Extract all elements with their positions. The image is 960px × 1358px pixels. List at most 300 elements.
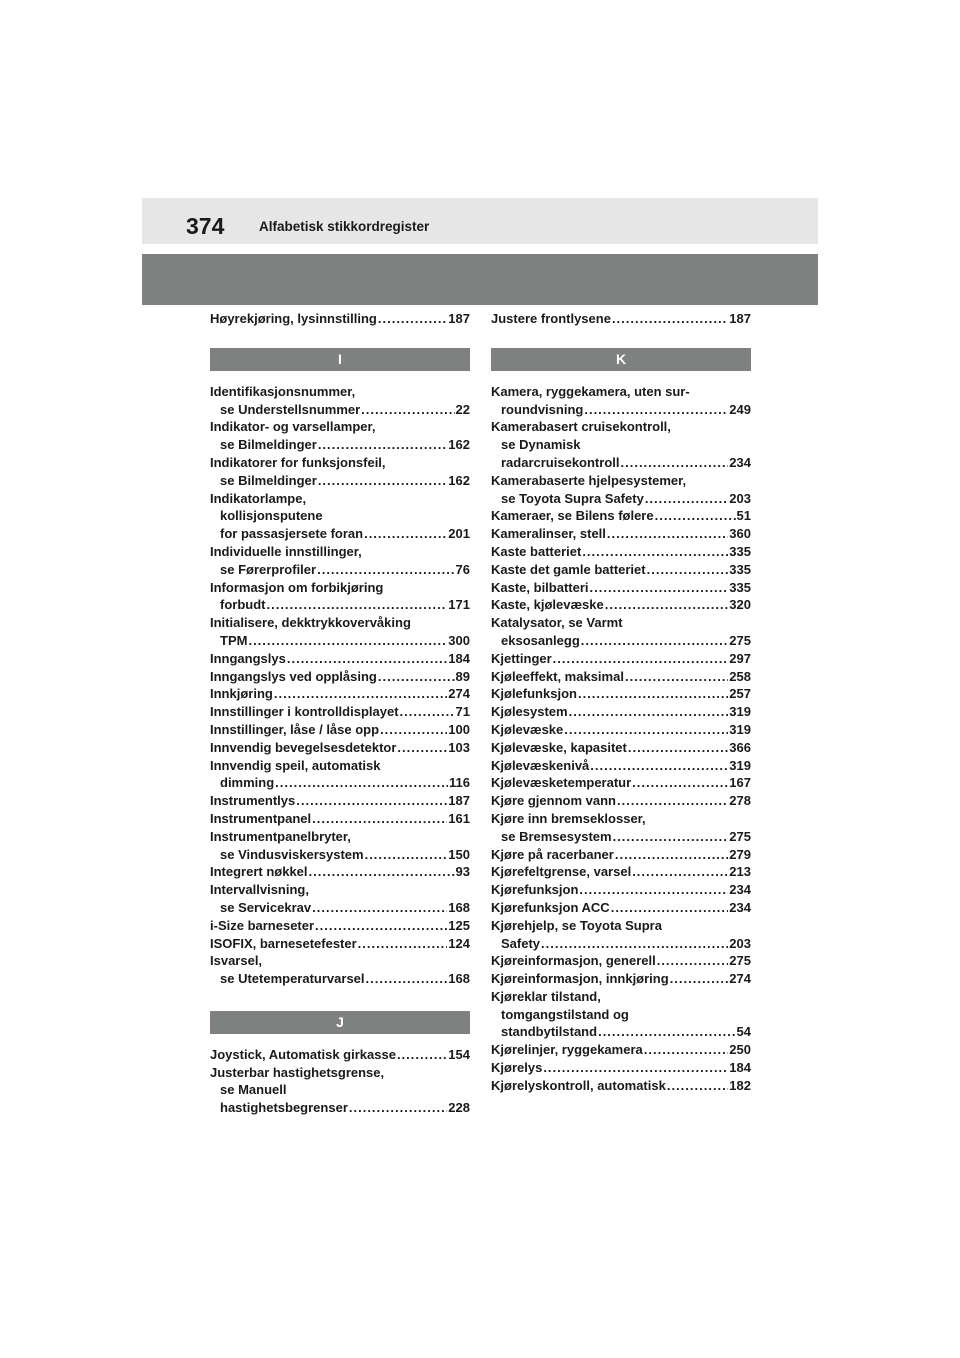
- page-reference: 103: [448, 739, 470, 755]
- entry-text: Kaste, kjølevæske: [491, 597, 604, 613]
- entry-text: Kjølevæskenivå: [491, 757, 590, 773]
- index-entry-line: [491, 703, 751, 721]
- index-entry-line: [491, 507, 751, 525]
- entry-text: Kjølevæske: [491, 721, 564, 737]
- index-entry-line: [210, 614, 470, 632]
- page-reference: 274: [448, 686, 470, 702]
- entry-text: Instrumentlys: [210, 793, 296, 809]
- entry-group-i: [210, 383, 470, 988]
- entry-text: standbytilstand: [501, 1024, 598, 1040]
- page-reference: 203: [729, 935, 751, 951]
- index-entry: [210, 418, 470, 454]
- entry-text: Kaste det gamle batteriet: [491, 561, 646, 577]
- entry-text: Kjørefunksjon ACC: [491, 899, 610, 915]
- index-entry-line: [491, 970, 751, 988]
- entry-text: se Dynamisk: [501, 437, 581, 453]
- entry-text: Kjøre inn bremseklosser,: [491, 810, 646, 826]
- index-entry-line: [210, 436, 470, 454]
- index-entry-line: [491, 721, 751, 739]
- leader-dots: [632, 774, 728, 792]
- page-reference: 249: [729, 401, 751, 417]
- index-entry-line: [491, 310, 751, 328]
- index-entry-line: [491, 1006, 751, 1024]
- leader-dots: [615, 846, 728, 864]
- index-entry: [491, 668, 751, 686]
- leader-dots: [569, 703, 729, 721]
- page-reference: 168: [448, 899, 470, 915]
- leader-dots: [541, 935, 728, 953]
- leader-dots: [628, 739, 728, 757]
- section-header-k: K: [491, 348, 751, 371]
- index-entry-line: [491, 899, 751, 917]
- entry-text: se Toyota Supra Safety: [501, 490, 644, 506]
- index-entry: [210, 1064, 470, 1117]
- page-reference: 89: [455, 668, 470, 684]
- leader-dots: [378, 310, 447, 328]
- leader-dots: [380, 721, 447, 739]
- leader-dots: [590, 579, 729, 597]
- page-reference: 319: [729, 757, 751, 773]
- index-entry: [491, 507, 751, 525]
- index-entry-line: [210, 846, 470, 864]
- page-reference: 201: [448, 526, 470, 542]
- page-reference: 319: [729, 721, 751, 737]
- index-entry-line: [491, 917, 751, 935]
- index-entry-line: [491, 668, 751, 686]
- page-reference: 116: [449, 775, 470, 791]
- page-reference: 213: [729, 864, 751, 880]
- entry-text: Kjølevæske, kapasitet: [491, 739, 627, 755]
- index-entry: [491, 561, 751, 579]
- page-reference: 257: [729, 686, 751, 702]
- index-entry-line: [210, 685, 470, 703]
- index-entry-line: [491, 881, 751, 899]
- page-title: Alfabetisk stikkordregister: [259, 219, 430, 234]
- entry-group-top-left: [210, 310, 470, 328]
- entry-text: se Understellsnummer: [220, 401, 361, 417]
- entry-text: Justere frontlysene: [491, 311, 611, 326]
- index-entry-line: [491, 846, 751, 864]
- page-reference: 171: [448, 597, 470, 613]
- index-entry: [491, 703, 751, 721]
- index-entry-line: [491, 1041, 751, 1059]
- index-entry-line: [210, 828, 470, 846]
- leader-dots: [617, 792, 728, 810]
- leader-dots: [364, 525, 447, 543]
- index-entry-line: [210, 507, 470, 525]
- index-entry-line: [210, 525, 470, 543]
- page-reference: 162: [448, 437, 470, 453]
- index-entry: [210, 952, 470, 988]
- leader-dots: [657, 952, 729, 970]
- index-entry-line: [210, 383, 470, 401]
- entry-text: Kamerabaserte hjelpesystemer,: [491, 472, 687, 488]
- page-reference: 335: [729, 561, 751, 577]
- entry-text: eksosanlegg: [501, 632, 580, 648]
- index-entry-line: [210, 970, 470, 988]
- leader-dots: [309, 863, 455, 881]
- leader-dots: [275, 774, 448, 792]
- index-entry: [210, 543, 470, 579]
- index-entry-line: [491, 685, 751, 703]
- entry-text: Kamerabasert cruisekontroll,: [491, 419, 671, 435]
- leader-dots: [543, 1059, 728, 1077]
- index-entry: [491, 1041, 751, 1059]
- index-entry-line: [491, 614, 751, 632]
- index-entry: [491, 685, 751, 703]
- section-header-j: J: [210, 1011, 470, 1034]
- page-reference: 168: [448, 971, 470, 987]
- index-entry-line: [491, 739, 751, 757]
- index-entry-line: [210, 632, 470, 650]
- entry-text: Kjøre gjennom vann: [491, 793, 616, 809]
- index-entry-line: [210, 810, 470, 828]
- page-reference: 234: [729, 882, 751, 898]
- index-entry: [210, 792, 470, 810]
- page-reference: 22: [455, 401, 470, 417]
- header-bar: [142, 198, 818, 244]
- leader-dots: [607, 525, 728, 543]
- leader-dots: [655, 507, 736, 525]
- index-entry-line: [491, 988, 751, 1006]
- index-entry-line: [210, 650, 470, 668]
- leader-dots: [400, 703, 455, 721]
- index-entry: [210, 1046, 470, 1064]
- entry-text: Joystick, Automatisk girkasse: [210, 1046, 396, 1062]
- leader-dots: [564, 721, 728, 739]
- entry-text: se Bilmeldinger: [220, 437, 317, 453]
- entry-text: Innkjøring: [210, 686, 273, 702]
- page-reference: 275: [729, 828, 751, 844]
- leader-dots: [582, 543, 728, 561]
- index-entry-line: [210, 935, 470, 953]
- index-entry-line: [210, 1099, 470, 1117]
- index-entry: [491, 774, 751, 792]
- index-entry-line: [491, 401, 751, 419]
- entry-text: Kjettinger: [491, 650, 552, 666]
- index-entry-line: [210, 1046, 470, 1064]
- page-reference: 278: [729, 793, 751, 809]
- index-entry: [210, 454, 470, 490]
- index-entry: [210, 917, 470, 935]
- entry-group-j: [210, 1046, 470, 1117]
- entry-text: Integrert nøkkel: [210, 864, 308, 880]
- leader-dots: [581, 632, 729, 650]
- index-entry-line: [491, 596, 751, 614]
- entry-text: for passasjersete foran: [220, 526, 364, 542]
- index-entry: [491, 881, 751, 899]
- index-entry: [491, 1059, 751, 1077]
- index-entry-line: [491, 952, 751, 970]
- page-reference: 250: [729, 1042, 751, 1058]
- index-entry-line: [210, 310, 470, 328]
- page-reference: 184: [448, 650, 470, 666]
- leader-dots: [578, 685, 728, 703]
- page-reference: 54: [736, 1024, 751, 1040]
- page-reference: 187: [448, 793, 470, 809]
- index-entry-line: [210, 1081, 470, 1099]
- index-entry: [491, 614, 751, 650]
- entry-text: TPM: [220, 632, 248, 648]
- leader-dots: [612, 310, 728, 328]
- page-reference: 161: [448, 810, 470, 826]
- entry-text: Kjørelinjer, ryggekamera: [491, 1042, 643, 1058]
- index-entry-line: [210, 401, 470, 419]
- entry-text: forbudt: [220, 597, 266, 613]
- leader-dots: [611, 899, 729, 917]
- index-entry: [491, 917, 751, 953]
- entry-text: Kjøreklar tilstand,: [491, 988, 601, 1004]
- index-entry-line: [210, 668, 470, 686]
- index-entry: [210, 310, 470, 328]
- page-reference: 187: [448, 311, 470, 326]
- page-reference: 320: [729, 597, 751, 613]
- index-entry-line: [210, 952, 470, 970]
- index-entry-line: [210, 472, 470, 490]
- entry-text: Høyrekjøring, lysinnstilling: [210, 311, 377, 326]
- index-entry: [210, 668, 470, 686]
- page-reference: 150: [448, 846, 470, 862]
- entry-text: Inngangslys ved opplåsing: [210, 668, 377, 684]
- index-entry: [491, 863, 751, 881]
- index-entry-line: [491, 1023, 751, 1041]
- leader-dots: [579, 881, 728, 899]
- leader-dots: [621, 454, 729, 472]
- leader-dots: [553, 650, 729, 668]
- index-entry-line: [210, 1064, 470, 1082]
- index-entry: [210, 721, 470, 739]
- entry-text: Innvendig bevegelsesdetektor: [210, 739, 397, 755]
- entry-text: Katalysator, se Varmt: [491, 615, 623, 631]
- entry-text: se Bilmeldinger: [220, 472, 317, 488]
- leader-dots: [670, 970, 729, 988]
- leader-dots: [317, 561, 454, 579]
- page-reference: 275: [729, 632, 751, 648]
- entry-text: Indikatorlampe,: [210, 490, 307, 506]
- entry-text: se Bremsesystem: [501, 828, 612, 844]
- page-reference: 167: [729, 775, 751, 791]
- index-entry: [491, 596, 751, 614]
- index-entry-line: [210, 703, 470, 721]
- index-entry-line: [210, 863, 470, 881]
- index-entry-line: [210, 579, 470, 597]
- entry-text: Intervallvisning,: [210, 882, 309, 898]
- index-entry: [491, 952, 751, 970]
- entry-text: Instrumentpanelbryter,: [210, 828, 351, 844]
- entry-text: hastighetsbegrenser: [220, 1100, 348, 1116]
- entry-text: Kameraer, se Bilens følere: [491, 508, 654, 524]
- index-entry-line: [210, 561, 470, 579]
- index-column-right: [491, 310, 751, 1095]
- leader-dots: [644, 1041, 729, 1059]
- index-entry: [210, 614, 470, 650]
- entry-text: Kamera, ryggekamera, uten sur-: [491, 383, 690, 399]
- index-entry-line: [491, 863, 751, 881]
- index-entry: [491, 810, 751, 846]
- index-entry-line: [491, 774, 751, 792]
- leader-dots: [349, 1099, 447, 1117]
- entry-text: Kjørefunksjon: [491, 882, 579, 898]
- entry-text: Instrumentpanel: [210, 810, 312, 826]
- leader-dots: [397, 1046, 447, 1064]
- leader-dots: [312, 899, 447, 917]
- page-reference: 76: [455, 561, 470, 577]
- page-reference: 162: [448, 472, 470, 488]
- index-entry: [210, 579, 470, 615]
- entry-text: Kjørelys: [491, 1060, 543, 1076]
- entry-text: Innstillinger, låse / låse opp: [210, 721, 380, 737]
- leader-dots: [361, 401, 454, 419]
- index-entry-line: [210, 721, 470, 739]
- index-entry: [491, 721, 751, 739]
- index-entry-line: [491, 418, 751, 436]
- page-reference: 297: [729, 650, 751, 666]
- index-entry-line: [210, 454, 470, 472]
- entry-text: se Vindusviskersystem: [220, 846, 364, 862]
- index-entry: [491, 970, 751, 988]
- page-reference: 335: [729, 543, 751, 559]
- entry-text: Indikator- og varsellamper,: [210, 419, 376, 435]
- index-entry-line: [491, 1059, 751, 1077]
- index-entry-line: [210, 792, 470, 810]
- page-reference: 71: [455, 704, 470, 720]
- index-entry: [491, 383, 751, 419]
- index-entry: [210, 881, 470, 917]
- index-entry: [210, 810, 470, 828]
- page-reference: 234: [729, 899, 751, 915]
- page-reference: 125: [448, 917, 470, 933]
- index-entry-line: [491, 472, 751, 490]
- page-reference: 187: [729, 311, 751, 326]
- index-entry-line: [491, 828, 751, 846]
- index-entry: [210, 383, 470, 419]
- entry-text: Kjølesystem: [491, 704, 568, 720]
- entry-text: Innstillinger i kontrolldisplayet: [210, 704, 399, 720]
- leader-dots: [358, 935, 448, 953]
- index-entry-line: [491, 383, 751, 401]
- entry-text: se Førerprofiler: [220, 561, 317, 577]
- entry-text: Kjøreinformasjon, innkjøring: [491, 971, 669, 987]
- entry-text: Indikatorer for funksjonsfeil,: [210, 454, 386, 470]
- entry-text: Kjøleeffekt, maksimal: [491, 668, 624, 684]
- leader-dots: [248, 632, 447, 650]
- index-entry: [491, 1077, 751, 1095]
- index-entry-line: [210, 418, 470, 436]
- index-entry-line: [210, 543, 470, 561]
- entry-text: se Manuell: [220, 1082, 287, 1098]
- index-entry-line: [491, 757, 751, 775]
- index-entry: [210, 739, 470, 757]
- page-reference: 100: [448, 721, 470, 737]
- index-entry-line: [491, 454, 751, 472]
- entry-text: Kjørehjelp, se Toyota Supra: [491, 917, 662, 933]
- leader-dots: [365, 846, 448, 864]
- leader-dots: [378, 668, 455, 686]
- page-reference: 360: [729, 526, 751, 542]
- leader-dots: [584, 401, 728, 419]
- page-reference: 335: [729, 579, 751, 595]
- leader-dots: [590, 757, 728, 775]
- leader-dots: [605, 596, 729, 614]
- index-entry-line: [491, 792, 751, 810]
- index-entry-line: [491, 810, 751, 828]
- index-entry-line: [491, 436, 751, 454]
- index-entry-line: [491, 935, 751, 953]
- entry-text: Justerbar hastighetsgrense,: [210, 1064, 385, 1080]
- index-entry-line: [210, 596, 470, 614]
- entry-text: Kaste batteriet: [491, 543, 582, 559]
- index-entry: [491, 846, 751, 864]
- entry-text: Innvendig speil, automatisk: [210, 757, 381, 773]
- entry-text: Isvarsel,: [210, 953, 263, 969]
- leader-dots: [366, 970, 448, 988]
- page-reference: 93: [455, 864, 470, 880]
- leader-dots: [266, 596, 447, 614]
- entry-group-k: [491, 383, 751, 1095]
- leader-dots: [667, 1077, 728, 1095]
- entry-text: roundvisning: [501, 401, 584, 417]
- index-entry-line: [491, 490, 751, 508]
- page-reference: 234: [729, 454, 751, 470]
- page-reference: 154: [448, 1046, 470, 1062]
- entry-text: se Servicekrav: [220, 899, 312, 915]
- page-reference: 258: [729, 668, 751, 684]
- leader-dots: [613, 828, 729, 846]
- index-entry: [491, 579, 751, 597]
- leader-dots: [625, 668, 728, 686]
- page-reference: 228: [448, 1100, 470, 1116]
- page-reference: 319: [729, 704, 751, 720]
- leader-dots: [645, 490, 728, 508]
- entry-text: Kjøre på racerbaner: [491, 846, 614, 862]
- leader-dots: [296, 792, 447, 810]
- index-entry-line: [491, 525, 751, 543]
- entry-text: dimming: [220, 775, 275, 791]
- entry-text: Identifikasjonsnummer,: [210, 383, 356, 399]
- index-entry-line: [491, 650, 751, 668]
- entry-text: Kjøreinformasjon, generell: [491, 953, 656, 969]
- index-entry: [491, 988, 751, 1041]
- page-reference: 274: [729, 971, 751, 987]
- leader-dots: [315, 917, 447, 935]
- entry-text: Informasjon om forbikjøring: [210, 579, 384, 595]
- leader-dots: [312, 810, 447, 828]
- index-entry-line: [491, 543, 751, 561]
- entry-text: Kjølevæsketemperatur: [491, 775, 632, 791]
- index-entry: [210, 757, 470, 793]
- index-entry-line: [210, 739, 470, 757]
- index-entry: [210, 703, 470, 721]
- index-entry: [491, 650, 751, 668]
- index-entry-line: [210, 917, 470, 935]
- page-reference: 124: [448, 935, 470, 951]
- entry-text: ISOFIX, barnesetefester: [210, 935, 357, 951]
- entry-text: Kjølefunksjon: [491, 686, 577, 702]
- leader-dots: [397, 739, 447, 757]
- index-entry-line: [210, 881, 470, 899]
- entry-text: Inngangslys: [210, 650, 286, 666]
- index-entry-line: [491, 579, 751, 597]
- header-band: [142, 254, 818, 305]
- page-number: 374: [186, 213, 225, 239]
- index-entry: [491, 418, 751, 471]
- entry-text: Kaste, bilbatteri: [491, 579, 589, 595]
- page-reference: 182: [729, 1077, 751, 1093]
- index-entry: [491, 899, 751, 917]
- index-column-left: [210, 310, 470, 1117]
- leader-dots: [647, 561, 729, 579]
- entry-text: Kjørefeltgrense, varsel: [491, 864, 632, 880]
